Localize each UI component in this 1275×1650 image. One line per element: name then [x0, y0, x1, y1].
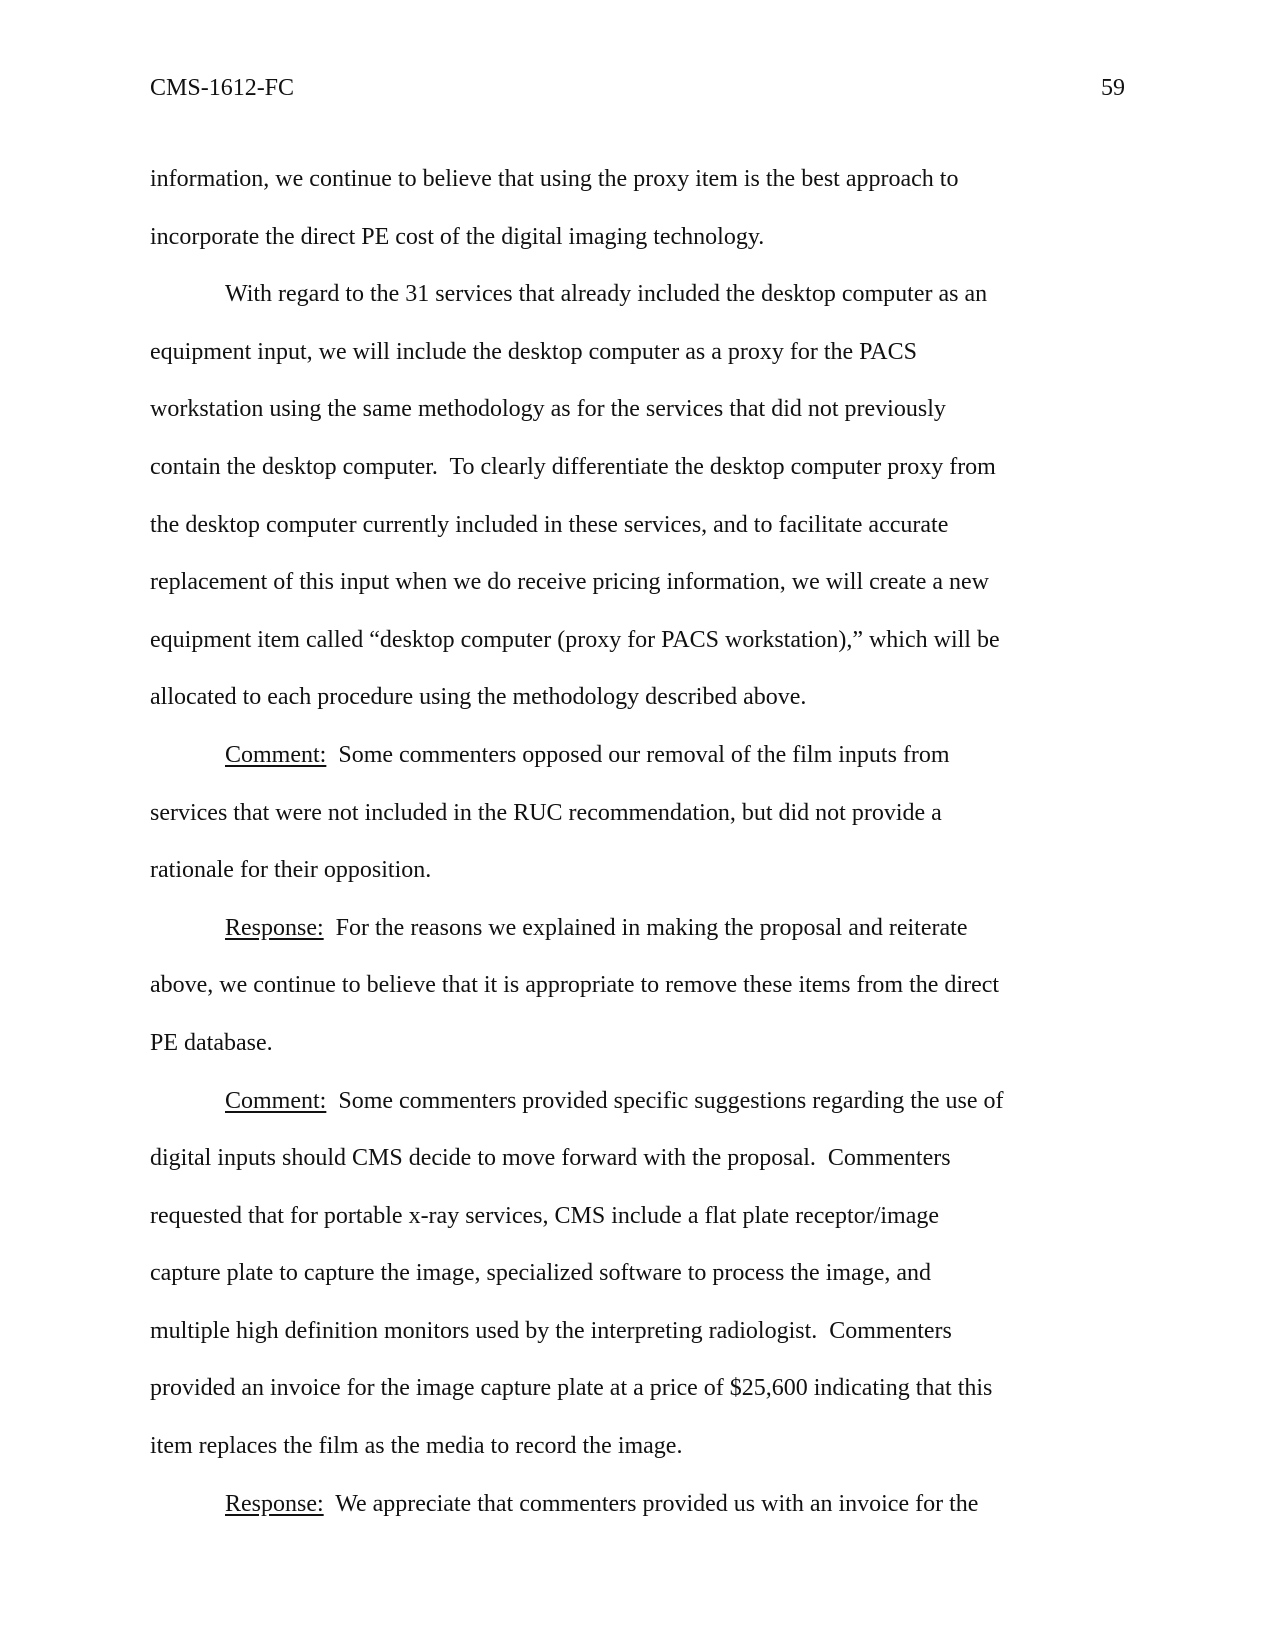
line-text: rationale for their opposition.	[150, 857, 432, 884]
text-line	[150, 497, 1050, 555]
text-line	[150, 439, 1050, 497]
line-text: multiple high definition monitors used by the interpreting radiologist. Commenters	[150, 1317, 952, 1344]
text-line	[150, 1476, 1050, 1534]
line-text: workstation using the same methodology as for the services that did not previously	[150, 396, 946, 423]
text-line	[150, 1303, 1050, 1361]
text-line	[150, 151, 1050, 209]
text-line	[150, 669, 1050, 727]
text-line	[150, 785, 1050, 843]
text-line	[150, 1188, 1050, 1246]
line-text: incorporate the direct PE cost of the digital imaging technology.	[150, 223, 765, 250]
line-text: item replaces the film as the media to record the image.	[150, 1433, 683, 1460]
document-body	[150, 151, 1050, 1533]
text-line	[150, 554, 1050, 612]
line-text: requested that for portable x-ray services, CMS include a flat plate receptor/image	[150, 1202, 940, 1229]
text-line	[150, 381, 1050, 439]
text-line	[150, 1073, 1050, 1131]
line-text: equipment input, we will include the desktop computer as a proxy for the PACS	[150, 338, 917, 365]
line-text: allocated to each procedure using the methodology described above.	[150, 684, 807, 711]
line-text: For the reasons we explained in making the proposal and reiterate	[323, 914, 968, 941]
line-text: services that were not included in the RUC recommendation, but did not provide a	[150, 799, 942, 826]
text-line	[150, 842, 1050, 900]
text-line	[150, 612, 1050, 670]
document-id: CMS-1612-FC	[150, 75, 295, 101]
line-text: information, we continue to believe that using the proxy item is the best approach to	[150, 166, 959, 192]
text-line	[150, 900, 1050, 958]
line-text: Some commenters provided specific suggestions regarding the use of	[326, 1087, 1004, 1114]
response-label: Response:	[225, 914, 324, 941]
text-line	[150, 1360, 1050, 1418]
comment-label: Comment:	[225, 1087, 327, 1114]
line-text: replacement of this input when we do receive pricing information, we will create a new	[150, 569, 990, 596]
line-text: the desktop computer currently included in these services, and to facilitate accurate	[150, 511, 949, 538]
text-line	[150, 324, 1050, 382]
line-text: digital inputs should CMS decide to move forward with the proposal. Commenters	[150, 1145, 951, 1172]
line-text: We appreciate that commenters provided us with an invoice for the	[323, 1490, 979, 1517]
text-line	[150, 1245, 1050, 1303]
text-line	[150, 727, 1050, 785]
line-text: above, we continue to believe that it is appropriate to remove these items from the direct	[150, 972, 1000, 999]
line-text: equipment item called “desktop computer (proxy for PACS workstation),” which will be	[150, 626, 1000, 653]
page-number: 59	[1101, 75, 1125, 101]
comment-label: Comment:	[225, 741, 327, 768]
response-label: Response:	[225, 1490, 324, 1517]
text-line	[150, 1418, 1050, 1476]
line-text: capture plate to capture the image, specialized software to process the image, and	[150, 1260, 931, 1287]
line-text: provided an invoice for the image capture plate at a price of $25,600 indicating that this	[150, 1375, 993, 1402]
text-line	[150, 266, 1050, 324]
line-text: Some commenters opposed our removal of the film inputs from	[326, 741, 950, 768]
line-text: contain the desktop computer. To clearly differentiate the desktop computer proxy from	[150, 453, 996, 480]
text-line	[150, 1130, 1050, 1188]
line-text: PE database.	[150, 1029, 273, 1056]
text-line	[150, 957, 1050, 1015]
line-text: With regard to the 31 services that already included the desktop computer as an	[225, 281, 988, 308]
text-line	[150, 209, 1050, 267]
text-line	[150, 1015, 1050, 1073]
